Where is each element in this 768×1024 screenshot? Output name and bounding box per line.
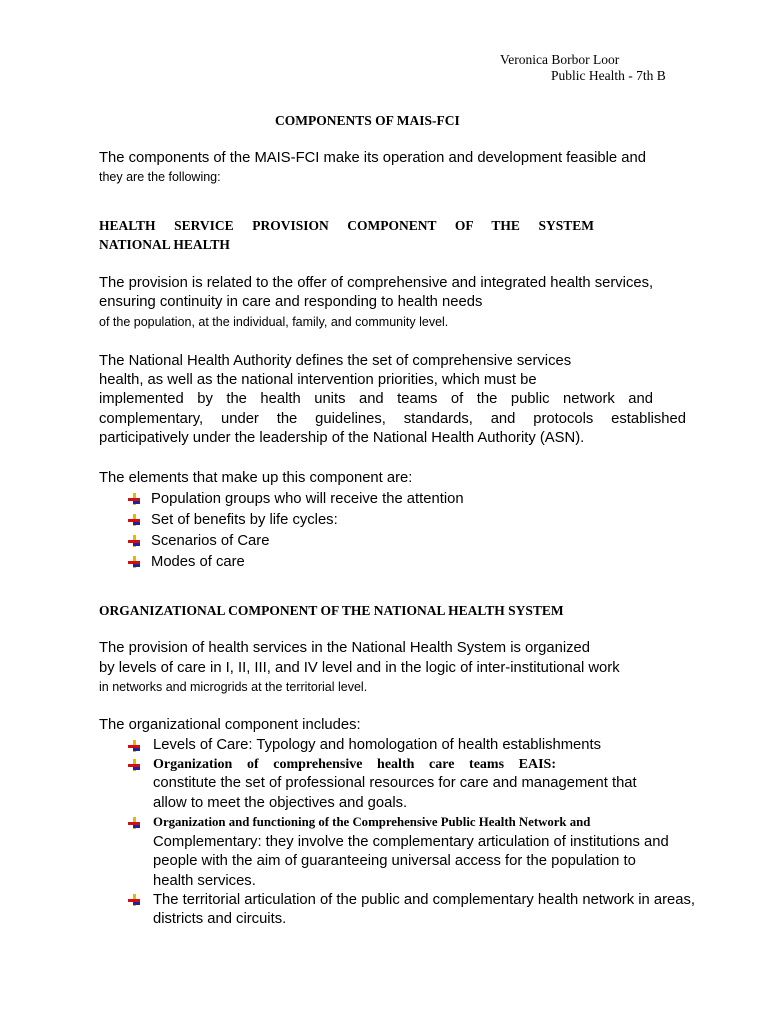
bullet-icon	[128, 759, 140, 771]
s1-para2-line-4: complementary, under the guidelines, standards, and protocols established	[99, 411, 686, 427]
bullet-icon	[128, 493, 140, 505]
bullet-icon	[128, 740, 140, 752]
elements-intro: The elements that make up this component are:	[99, 470, 413, 486]
element-item-4: Modes of care	[151, 554, 245, 570]
bullet-icon	[128, 556, 140, 568]
s2-para1-line-2: by levels of care in I, II, III, and IV level and in the logic of inter-institutional work	[99, 660, 620, 676]
includes-intro: The organizational component includes:	[99, 717, 361, 733]
element-item-2: Set of benefits by life cycles:	[151, 512, 338, 528]
document-title: COMPONENTS OF MAIS-FCI	[275, 113, 460, 128]
bullet-icon	[128, 535, 140, 547]
intro-line-1: The components of the MAIS-FCI make its operation and development feasible and	[99, 150, 646, 166]
include-item-4-body-2: districts and circuits.	[153, 911, 287, 927]
author-name: Veronica Borbor Loor	[500, 52, 620, 67]
include-item-3-title: Organization and functioning of the Comprehensive Public Health Network and	[153, 815, 591, 829]
bullet-icon	[128, 894, 140, 906]
section1-heading-line-1: HEALTH SERVICE PROVISION COMPONENT OF THE SYSTEM	[99, 218, 594, 233]
bullet-icon	[128, 514, 140, 526]
element-item-3: Scenarios of Care	[151, 533, 270, 549]
section1-heading-line-2: NATIONAL HEALTH	[99, 237, 230, 252]
s1-para1-line-1: The provision is related to the offer of comprehensive and integrated health services,	[99, 275, 654, 291]
element-item-1: Population groups who will receive the attention	[151, 491, 464, 507]
s1-para2-line-1: The National Health Authority defines the set of comprehensive services	[99, 353, 572, 369]
include-item-2-title: Organization of comprehensive health care teams EAIS:	[153, 757, 556, 772]
include-item-3-body-2: people with the aim of guaranteeing universal access for the population to	[153, 853, 636, 869]
intro-line-2: they are the following:	[99, 170, 221, 184]
section2-heading: ORGANIZATIONAL COMPONENT OF THE NATIONAL HEALTH SYSTEM	[99, 603, 564, 618]
include-item-2-body-2: allow to meet the objectives and goals.	[153, 795, 408, 811]
s2-para1-line-3: in networks and microgrids at the territorial level.	[99, 680, 368, 694]
include-item-4-body-1: The territorial articulation of the public and complementary health network in areas,	[153, 892, 696, 908]
course-label: Public Health - 7th B	[551, 68, 666, 83]
include-item-3-body-1: Complementary: they involve the complementary articulation of institutions and	[153, 834, 669, 850]
s1-para2-line-3: implemented by the health units and teams of the public network and	[99, 391, 653, 407]
s2-para1-line-1: The provision of health services in the National Health System is organized	[99, 640, 591, 656]
s1-para1-line-3: of the population, at the individual, family, and community level.	[99, 315, 449, 329]
include-item-2-body-1: constitute the set of professional resources for care and management that	[153, 775, 637, 791]
bullet-icon	[128, 817, 140, 829]
include-item-1: Levels of Care: Typology and homologation of health establishments	[153, 737, 602, 753]
s1-para2-line-2: health, as well as the national intervention priorities, which must be	[99, 372, 537, 388]
s1-para2-line-5: participatively under the leadership of the National Health Authority (ASN).	[99, 430, 585, 446]
s1-para1-line-2: ensuring continuity in care and responding to health needs	[99, 294, 483, 310]
include-item-3-body-3: health services.	[153, 873, 256, 889]
